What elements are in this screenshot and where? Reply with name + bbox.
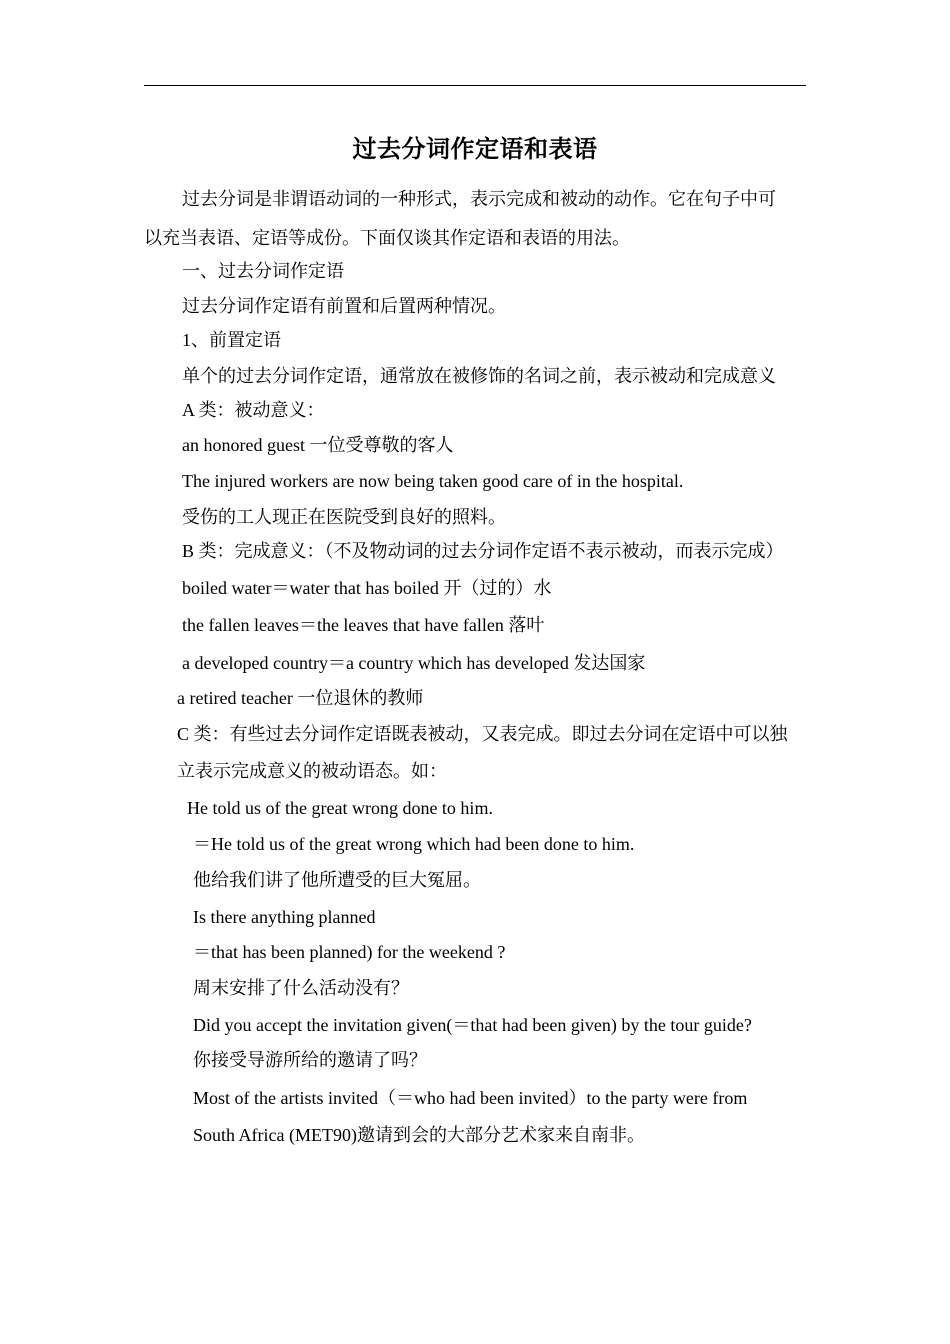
paragraph-line: 以充当表语、定语等成份。下面仅谈其作定语和表语的用法。 [144, 228, 630, 248]
example-line: the fallen leaves＝the leaves that have fallen 落叶 [182, 615, 545, 635]
example-line: Most of the artists invited（＝who had been invited）to the party were from [193, 1088, 748, 1108]
document-title: 过去分词作定语和表语 [352, 135, 598, 163]
example-line: an honored guest 一位受尊敬的客人 [182, 435, 454, 455]
example-line: boiled water＝water that has boiled 开（过的）水 [182, 578, 552, 598]
example-line: a developed country＝a country which has developed 发达国家 [182, 653, 646, 673]
paragraph-line: 过去分词是非谓语动词的一种形式，表示完成和被动的动作。它在句子中可 [182, 189, 776, 209]
example-line: The injured workers are now being taken good care of in the hospital. [182, 471, 684, 491]
paragraph-line: 单个的过去分词作定语，通常放在被修饰的名词之前，表示被动和完成意义 [182, 366, 776, 386]
translation-line: 他给我们讲了他所遭受的巨大冤屈。 [193, 870, 481, 890]
example-line: ＝He told us of the great wrong which had been done to him. [193, 834, 635, 854]
paragraph-line: 立表示完成意义的被动语态。如： [177, 761, 447, 781]
category-heading: C 类：有些过去分词作定语既表被动，又表完成。即过去分词在定语中可以独 [177, 724, 788, 744]
example-line: a retired teacher 一位退休的教师 [177, 688, 424, 708]
example-line: South Africa (MET90)邀请到会的大部分艺术家来自南非。 [193, 1125, 645, 1145]
example-line: Is there anything planned [193, 907, 376, 927]
category-heading: A 类：被动意义： [182, 400, 325, 420]
header-rule [144, 85, 806, 86]
section-heading: 一、过去分词作定语 [182, 261, 344, 281]
translation-line: 你接受导游所给的邀请了吗？ [193, 1050, 427, 1070]
category-heading: B 类：完成意义：（不及物动词的过去分词作定语不表示被动，而表示完成） [182, 541, 784, 561]
example-line: Did you accept the invitation given(＝that had been given) by the tour guide? [193, 1015, 752, 1035]
translation-line: 周末安排了什么活动没有？ [193, 978, 409, 998]
translation-line: 受伤的工人现正在医院受到良好的照料。 [182, 507, 506, 527]
example-line: ＝that has been planned) for the weekend ? [193, 942, 506, 962]
paragraph-line: 过去分词作定语有前置和后置两种情况。 [182, 296, 506, 316]
example-line: He told us of the great wrong done to him. [187, 798, 493, 818]
subsection-heading: 1、前置定语 [182, 330, 281, 350]
